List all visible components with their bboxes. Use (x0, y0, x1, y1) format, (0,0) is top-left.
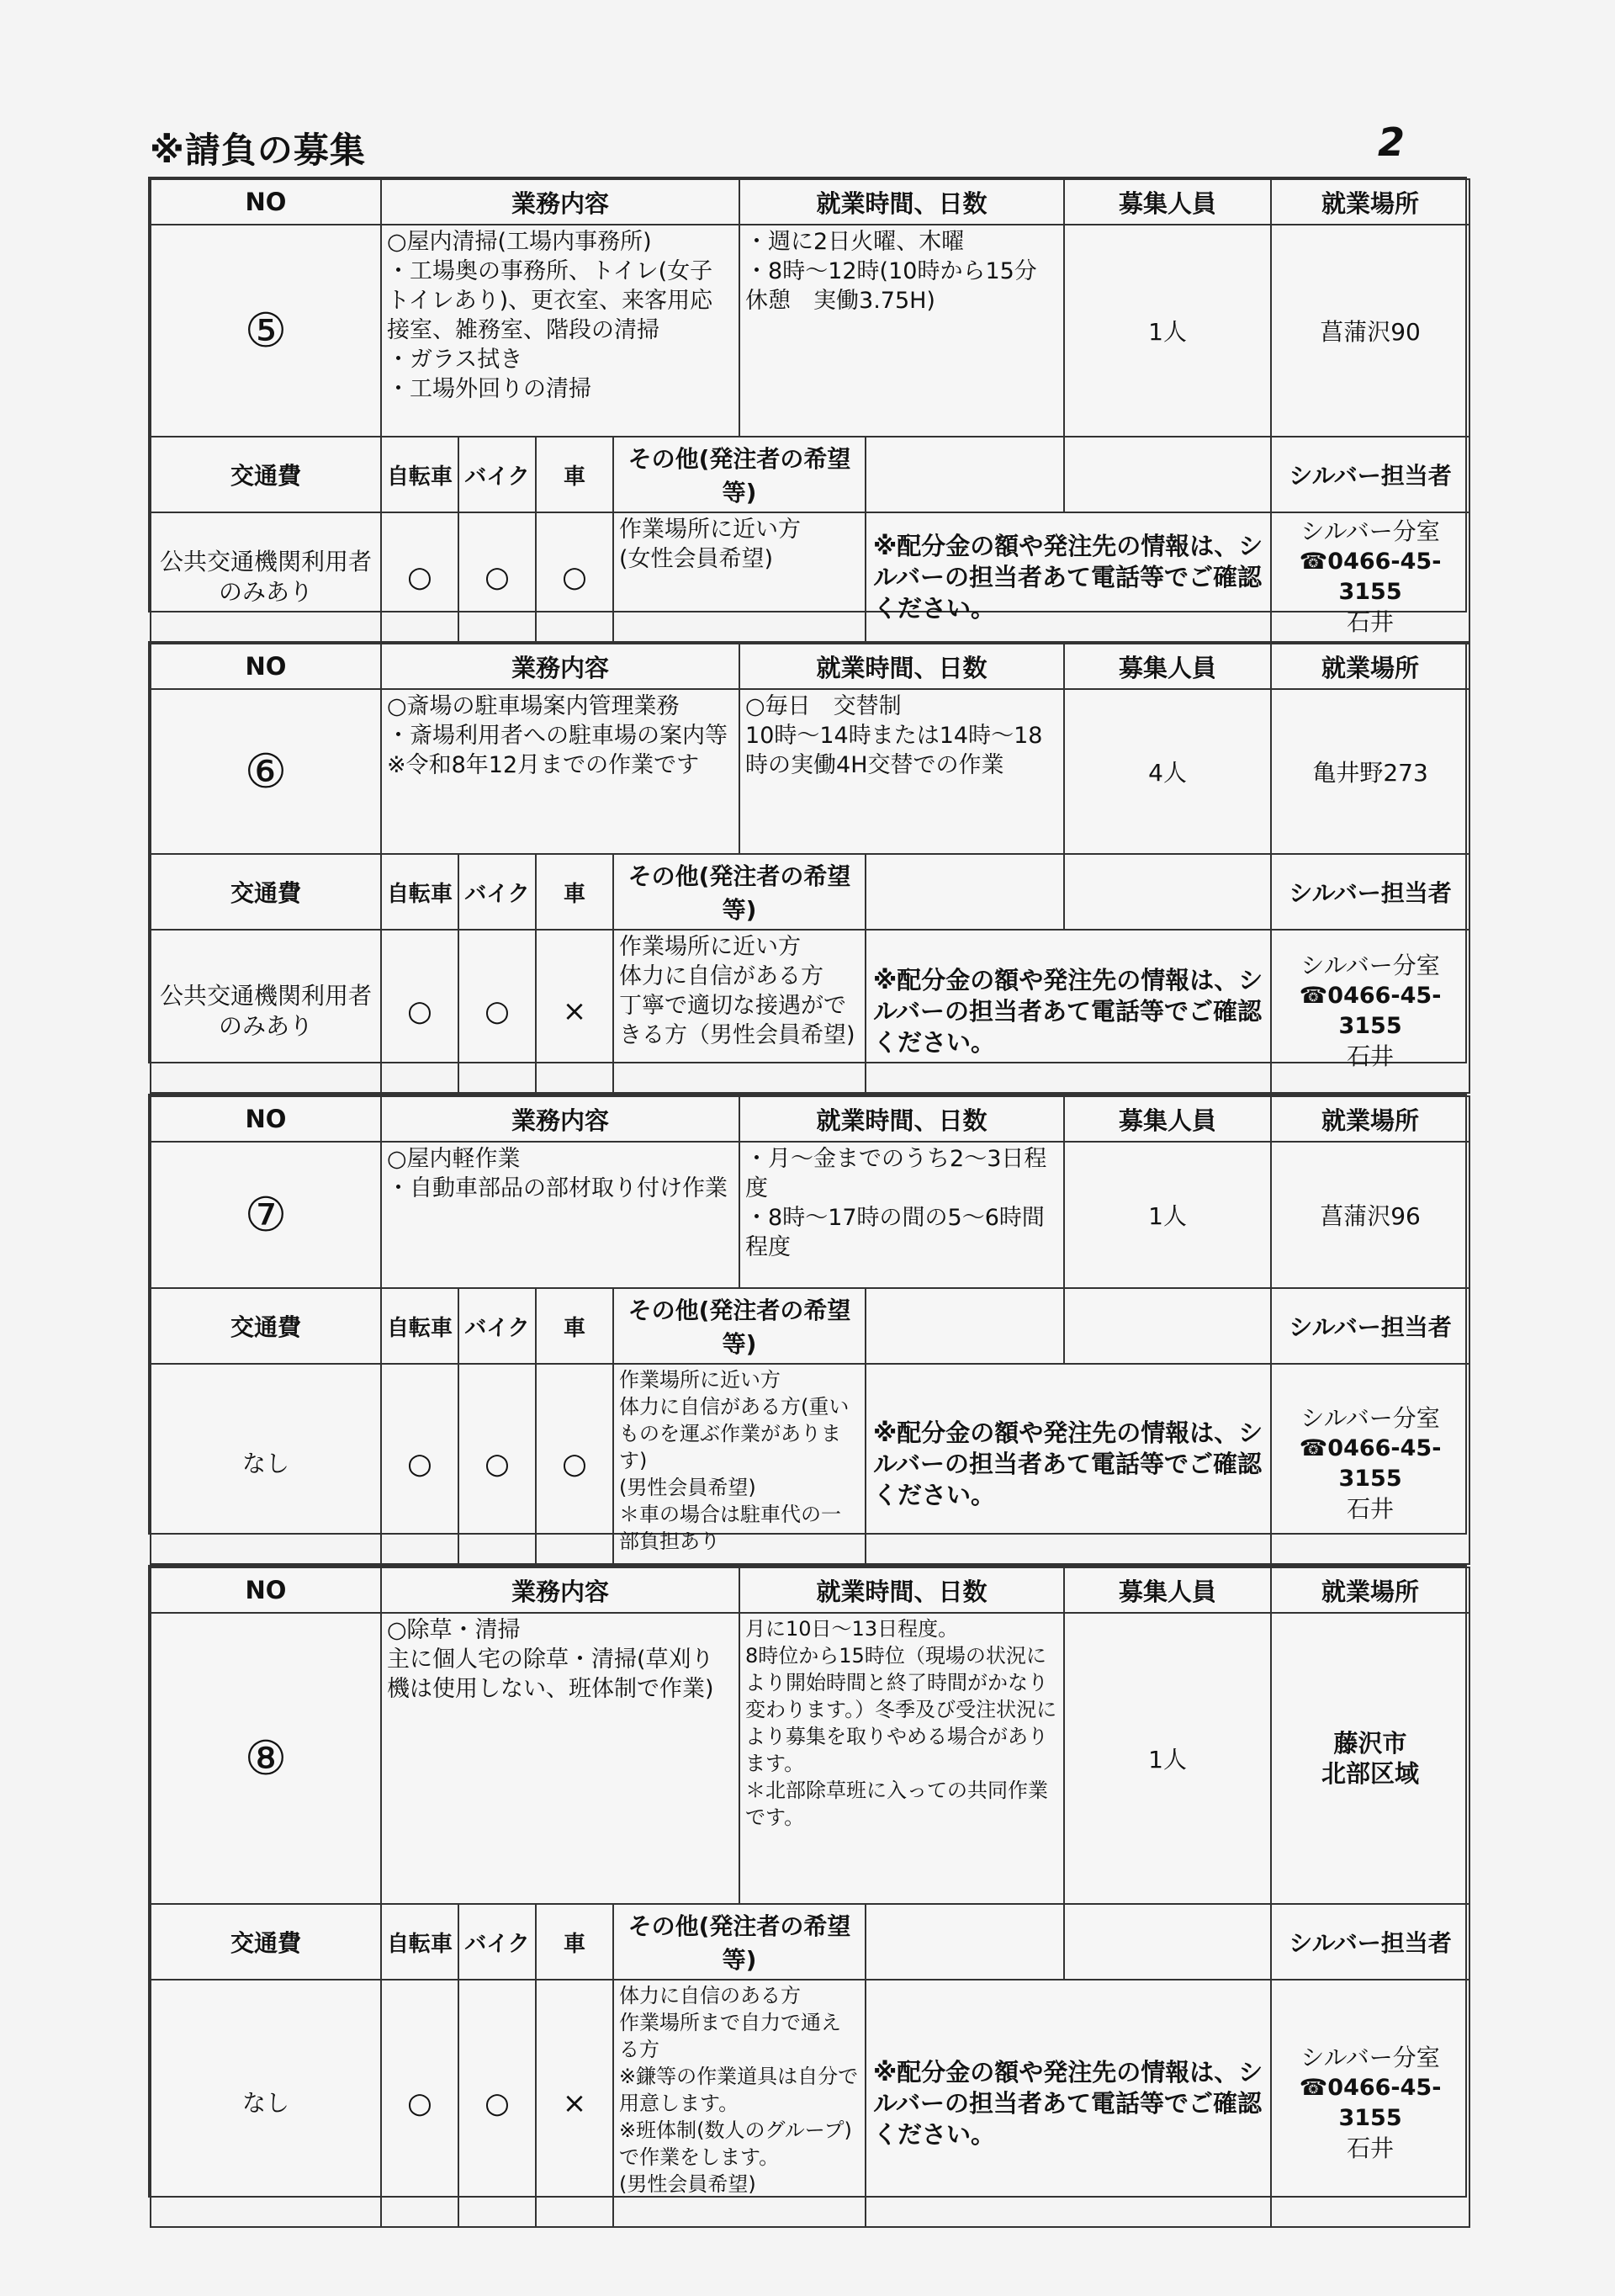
contact-office: シルバー分室 (1300, 1404, 1440, 1432)
label-transport: 交通費 (151, 1904, 381, 1980)
header-headcount: 募集人員 (1064, 1567, 1271, 1613)
contact-person: 石井 (1347, 1042, 1395, 1070)
job-other: 作業場所に近い方 (女性会員希望) (613, 512, 866, 642)
job-other: 作業場所に近い方 体力に自信がある方 丁寧で適切な接遇ができる方（男性会員希望) (613, 930, 866, 1093)
label-transport: 交通費 (151, 854, 381, 930)
label-bicycle: 自転車 (381, 1288, 458, 1364)
job-transport: なし (151, 1364, 381, 1564)
job-transport: なし (151, 1980, 381, 2227)
job-location: 菖蒲沢96 (1271, 1142, 1469, 1288)
job-location: 亀井野273 (1271, 689, 1469, 854)
contact-cell (1271, 930, 1469, 1093)
job-block-5 (148, 177, 1467, 636)
page-title: ※請負の募集 (150, 130, 366, 171)
blank-cell (1064, 1288, 1271, 1364)
job-notice: ※配分金の額や発注先の情報は、シルバーの担当者あて電話等でご確認ください。 (866, 930, 1271, 1093)
blank-cell (866, 854, 1064, 930)
job-headcount: 1人 (1064, 1613, 1271, 1904)
job-hours: ○毎日 交替制 10時～14時または14時～18時の実働4H交替での作業 (739, 689, 1064, 854)
contact-phone: ☎0466-45-3155 (1299, 1435, 1442, 1492)
header-headcount: 募集人員 (1064, 179, 1271, 225)
contact-person: 石井 (1347, 608, 1395, 636)
job-headcount: 1人 (1064, 225, 1271, 437)
motorbike-mark: ○ (458, 930, 536, 1093)
header-duties: 業務内容 (381, 1567, 739, 1613)
label-staff: シルバー担当者 (1271, 1288, 1469, 1364)
bicycle-mark: ○ (381, 512, 458, 642)
label-staff: シルバー担当者 (1271, 1904, 1469, 1980)
contact-office: シルバー分室 (1300, 2044, 1440, 2071)
job-transport: 公共交通機関利用者のみあり (151, 512, 381, 642)
contact-person: 石井 (1347, 2134, 1395, 2162)
header-location: 就業場所 (1271, 179, 1469, 225)
contact-phone: ☎0466-45-3155 (1299, 983, 1442, 1039)
header-duties: 業務内容 (381, 644, 739, 689)
car-mark: ○ (536, 1364, 613, 1564)
job-location: 藤沢市 北部区域 (1271, 1613, 1469, 1904)
label-car: 車 (536, 854, 613, 930)
motorbike-mark: ○ (458, 1364, 536, 1564)
header-duties: 業務内容 (381, 1096, 739, 1142)
job-duties: ○屋内清掃(工場内事務所) ・工場奥の事務所、トイレ(女子トイレあり)、更衣室、来客用応接室、雑務室、階段の清掃 ・ガラス拭き ・工場外回りの清掃 (381, 225, 739, 437)
job-duties: ○除草・清掃 主に個人宅の除草・清掃(草刈り機は使用しない、班体制で作業) (381, 1613, 739, 1904)
job-number: ⑤ (151, 225, 381, 437)
contact-cell (1271, 1980, 1469, 2227)
blank-cell (1064, 854, 1271, 930)
header-hours: 就業時間、日数 (739, 1567, 1064, 1613)
header-headcount: 募集人員 (1064, 1096, 1271, 1142)
contact-office: シルバー分室 (1300, 952, 1440, 979)
page-number: 2 (1378, 119, 1406, 165)
bicycle-mark: ○ (381, 930, 458, 1093)
job-transport: 公共交通機関利用者のみあり (151, 930, 381, 1093)
car-mark: × (536, 930, 613, 1093)
label-bicycle: 自転車 (381, 1904, 458, 1980)
job-other: 作業場所に近い方 体力に自信がある方(重いものを運ぶ作業があります) (男性会員希望) ＊車の場合は駐車代の一部負担あり (613, 1364, 866, 1564)
header-no: NO (151, 1096, 381, 1142)
contact-cell (1271, 512, 1469, 642)
label-bicycle: 自転車 (381, 854, 458, 930)
contact-office: シルバー分室 (1300, 517, 1440, 545)
label-staff: シルバー担当者 (1271, 437, 1469, 512)
job-notice: ※配分金の額や発注先の情報は、シルバーの担当者あて電話等でご確認ください。 (866, 512, 1271, 642)
header-location: 就業場所 (1271, 1096, 1469, 1142)
job-headcount: 4人 (1064, 689, 1271, 854)
label-motorbike: バイク (458, 1288, 536, 1364)
job-block-7 (148, 1094, 1467, 1553)
label-transport: 交通費 (151, 437, 381, 512)
blank-cell (1064, 437, 1271, 512)
header-headcount: 募集人員 (1064, 644, 1271, 689)
job-notice: ※配分金の額や発注先の情報は、シルバーの担当者あて電話等でご確認ください。 (866, 1980, 1271, 2227)
contact-cell (1271, 1364, 1469, 1564)
header-no: NO (151, 179, 381, 225)
header-hours: 就業時間、日数 (739, 179, 1064, 225)
job-number: ⑧ (151, 1613, 381, 1904)
label-bicycle: 自転車 (381, 437, 458, 512)
header-no: NO (151, 644, 381, 689)
job-block-8 (148, 1565, 1467, 2198)
header-hours: 就業時間、日数 (739, 1096, 1064, 1142)
blank-cell (866, 1904, 1064, 1980)
header-no: NO (151, 1567, 381, 1613)
label-other: その他(発注者の希望等) (613, 1904, 866, 1980)
label-transport: 交通費 (151, 1288, 381, 1364)
header-location: 就業場所 (1271, 644, 1469, 689)
header-duties: 業務内容 (381, 179, 739, 225)
label-other: その他(発注者の希望等) (613, 1288, 866, 1364)
job-hours: ・週に2日火曜、木曜 ・8時～12時(10時から15分休憩 実働3.75H) (739, 225, 1064, 437)
job-headcount: 1人 (1064, 1142, 1271, 1288)
car-mark: × (536, 1980, 613, 2227)
label-motorbike: バイク (458, 1904, 536, 1980)
motorbike-mark: ○ (458, 1980, 536, 2227)
label-motorbike: バイク (458, 854, 536, 930)
blank-cell (1064, 1904, 1271, 1980)
job-location: 菖蒲沢90 (1271, 225, 1469, 437)
label-car: 車 (536, 437, 613, 512)
bicycle-mark: ○ (381, 1364, 458, 1564)
blank-cell (866, 1288, 1064, 1364)
job-number: ⑦ (151, 1142, 381, 1288)
job-number: ⑥ (151, 689, 381, 854)
contact-phone: ☎0466-45-3155 (1299, 549, 1442, 605)
blank-cell (866, 437, 1064, 512)
label-staff: シルバー担当者 (1271, 854, 1469, 930)
motorbike-mark: ○ (458, 512, 536, 642)
header-hours: 就業時間、日数 (739, 644, 1064, 689)
job-duties: ○屋内軽作業 ・自動車部品の部材取り付け作業 (381, 1142, 739, 1288)
header-location: 就業場所 (1271, 1567, 1469, 1613)
job-other: 体力に自信のある方 作業場所まで自力で通える方 ※鎌等の作業道具は自分で用意します。 ※班体制(数人のグループ)で作業をします。 (男性会員希望) (613, 1980, 866, 2227)
label-other: その他(発注者の希望等) (613, 437, 866, 512)
job-hours: ・月～金までのうち2～3日程度 ・8時～17時の間の5～6時間程度 (739, 1142, 1064, 1288)
car-mark: ○ (536, 512, 613, 642)
job-block-6 (148, 641, 1467, 1070)
job-notice: ※配分金の額や発注先の情報は、シルバーの担当者あて電話等でご確認ください。 (866, 1364, 1271, 1564)
bicycle-mark: ○ (381, 1980, 458, 2227)
job-duties: ○斎場の駐車場案内管理業務 ・斎場利用者への駐車場の案内等 ※令和8年12月までの作業です (381, 689, 739, 854)
label-other: その他(発注者の希望等) (613, 854, 866, 930)
job-hours: 月に10日～13日程度。 8時位から15時位（現場の状況により開始時間と終了時間がかなり変わります。）冬季及び受注状況により募集を取りやめる場合があります。 ＊北部除草班に入っての共同作業です。 (739, 1613, 1064, 1904)
label-motorbike: バイク (458, 437, 536, 512)
label-car: 車 (536, 1904, 613, 1980)
contact-phone: ☎0466-45-3155 (1299, 2075, 1442, 2131)
contact-person: 石井 (1347, 1495, 1395, 1523)
label-car: 車 (536, 1288, 613, 1364)
